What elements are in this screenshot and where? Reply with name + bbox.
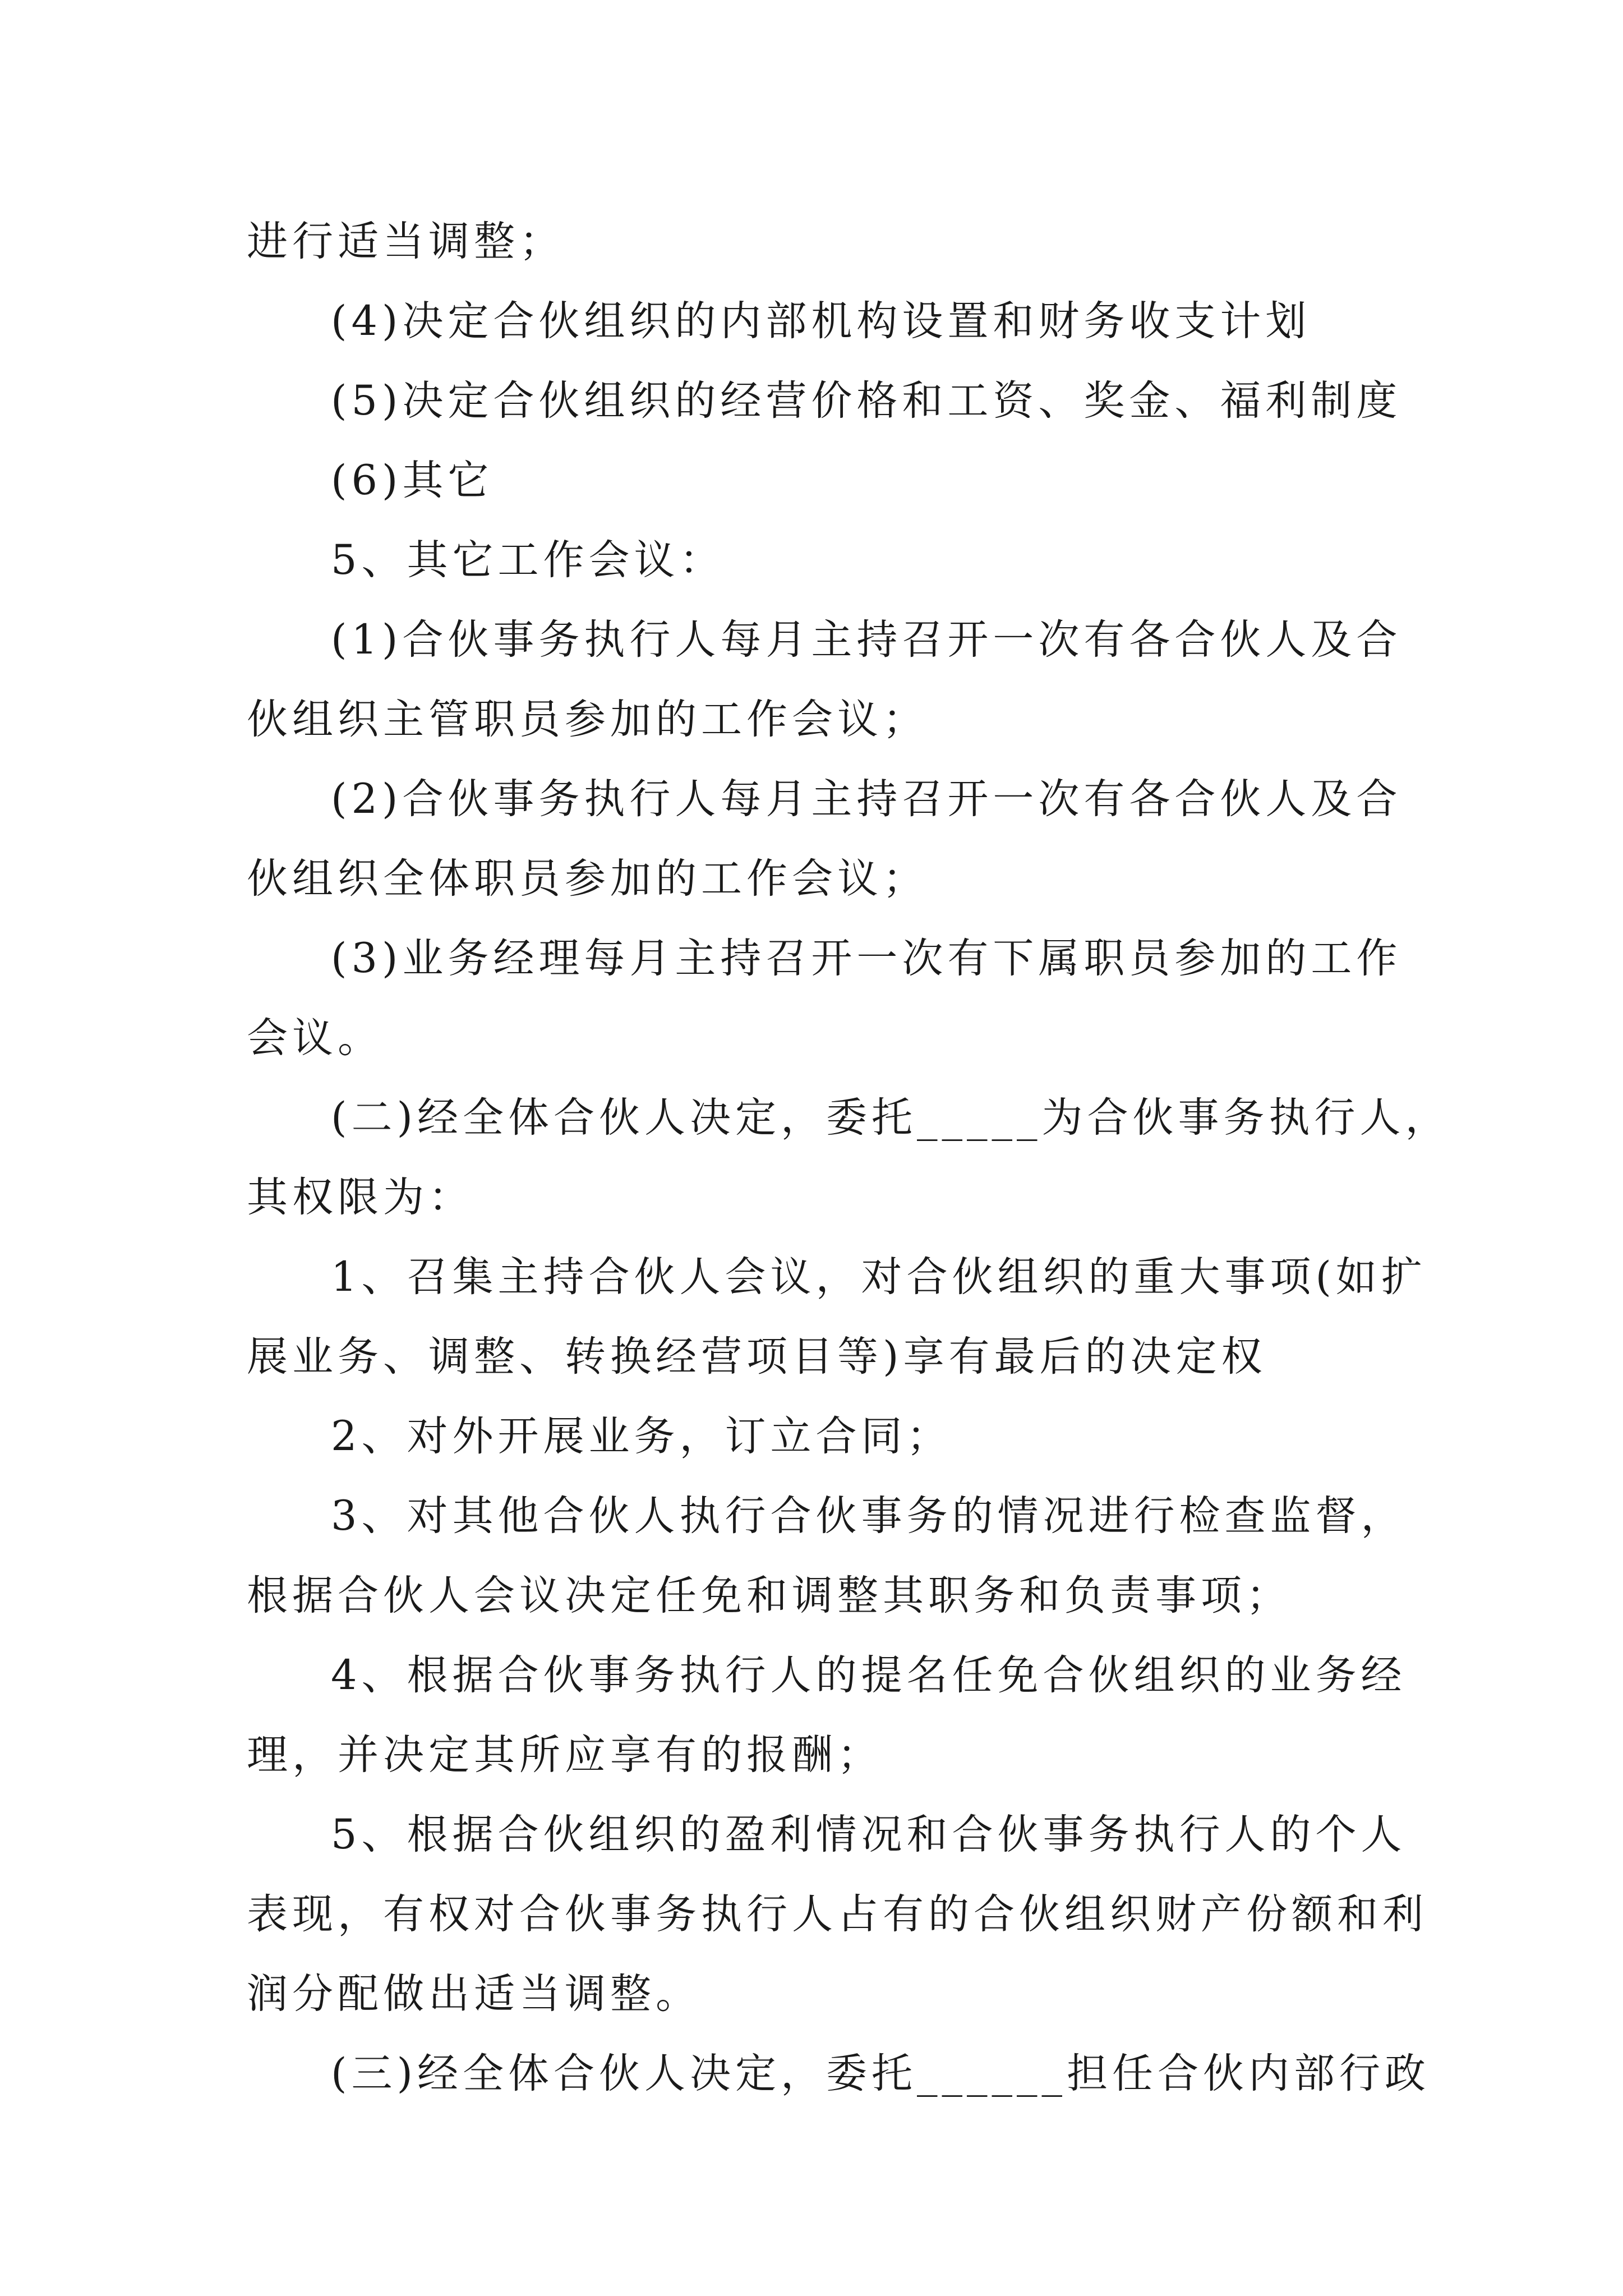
text-line: (二)经全体合伙人决定，委托_____为合伙事务执行人， xyxy=(331,1094,1451,1142)
text-line: 5、根据合伙组织的盈利情况和合伙事务执行人的个人 xyxy=(331,1811,1407,1858)
text-line: 5、其它工作会议： xyxy=(331,536,725,584)
text-line: 进行适当调整； xyxy=(247,218,565,265)
text-line: 伙组织主管职员参加的工作会议； xyxy=(247,696,928,743)
text-line: (4)决定合伙组织的内部机构设置和财务收支计划 xyxy=(331,297,1311,345)
document-body xyxy=(247,202,1451,2114)
text-line: (1)合伙事务执行人每月主持召开一次有各合伙人及合 xyxy=(331,616,1402,664)
text-line: 3、对其他合伙人执行合伙事务的情况进行检查监督， xyxy=(331,1492,1407,1540)
text-line: 根据合伙人会议决定任免和调整其职务和负责事项； xyxy=(247,1572,1292,1619)
text-line: (三)经全体合伙人决定，委托______担任合伙内部行政 xyxy=(331,2050,1430,2097)
text-line: (6)其它 xyxy=(331,457,494,504)
text-line: 理，并决定其所应享有的报酬； xyxy=(247,1731,883,1779)
text-line: 润分配做出适当调整。 xyxy=(247,1970,701,2018)
text-line: 表现，有权对合伙事务执行人占有的合伙组织财产份额和利 xyxy=(247,1890,1428,1938)
text-line: 2、对外开展业务，订立合同； xyxy=(331,1412,952,1460)
text-line: 4、根据合伙事务执行人的提名任免合伙组织的业务经 xyxy=(331,1651,1407,1699)
text-line: (2)合伙事务执行人每月主持召开一次有各合伙人及合 xyxy=(331,775,1402,823)
text-line: (3)业务经理每月主持召开一次有下属职员参加的工作 xyxy=(331,935,1402,982)
text-line: 伙组织全体职员参加的工作会议； xyxy=(247,855,928,903)
text-line: 会议。 xyxy=(247,1014,383,1062)
text-line: (5)决定合伙组织的经营价格和工资、奖金、福利制度 xyxy=(331,377,1402,425)
text-line: 1、召集主持合伙人会议，对合伙组织的重大事项(如扩 xyxy=(331,1253,1427,1301)
text-line: 展业务、调整、转换经营项目等)享有最后的决定权 xyxy=(247,1333,1267,1381)
text-line: 其权限为： xyxy=(247,1174,474,1221)
